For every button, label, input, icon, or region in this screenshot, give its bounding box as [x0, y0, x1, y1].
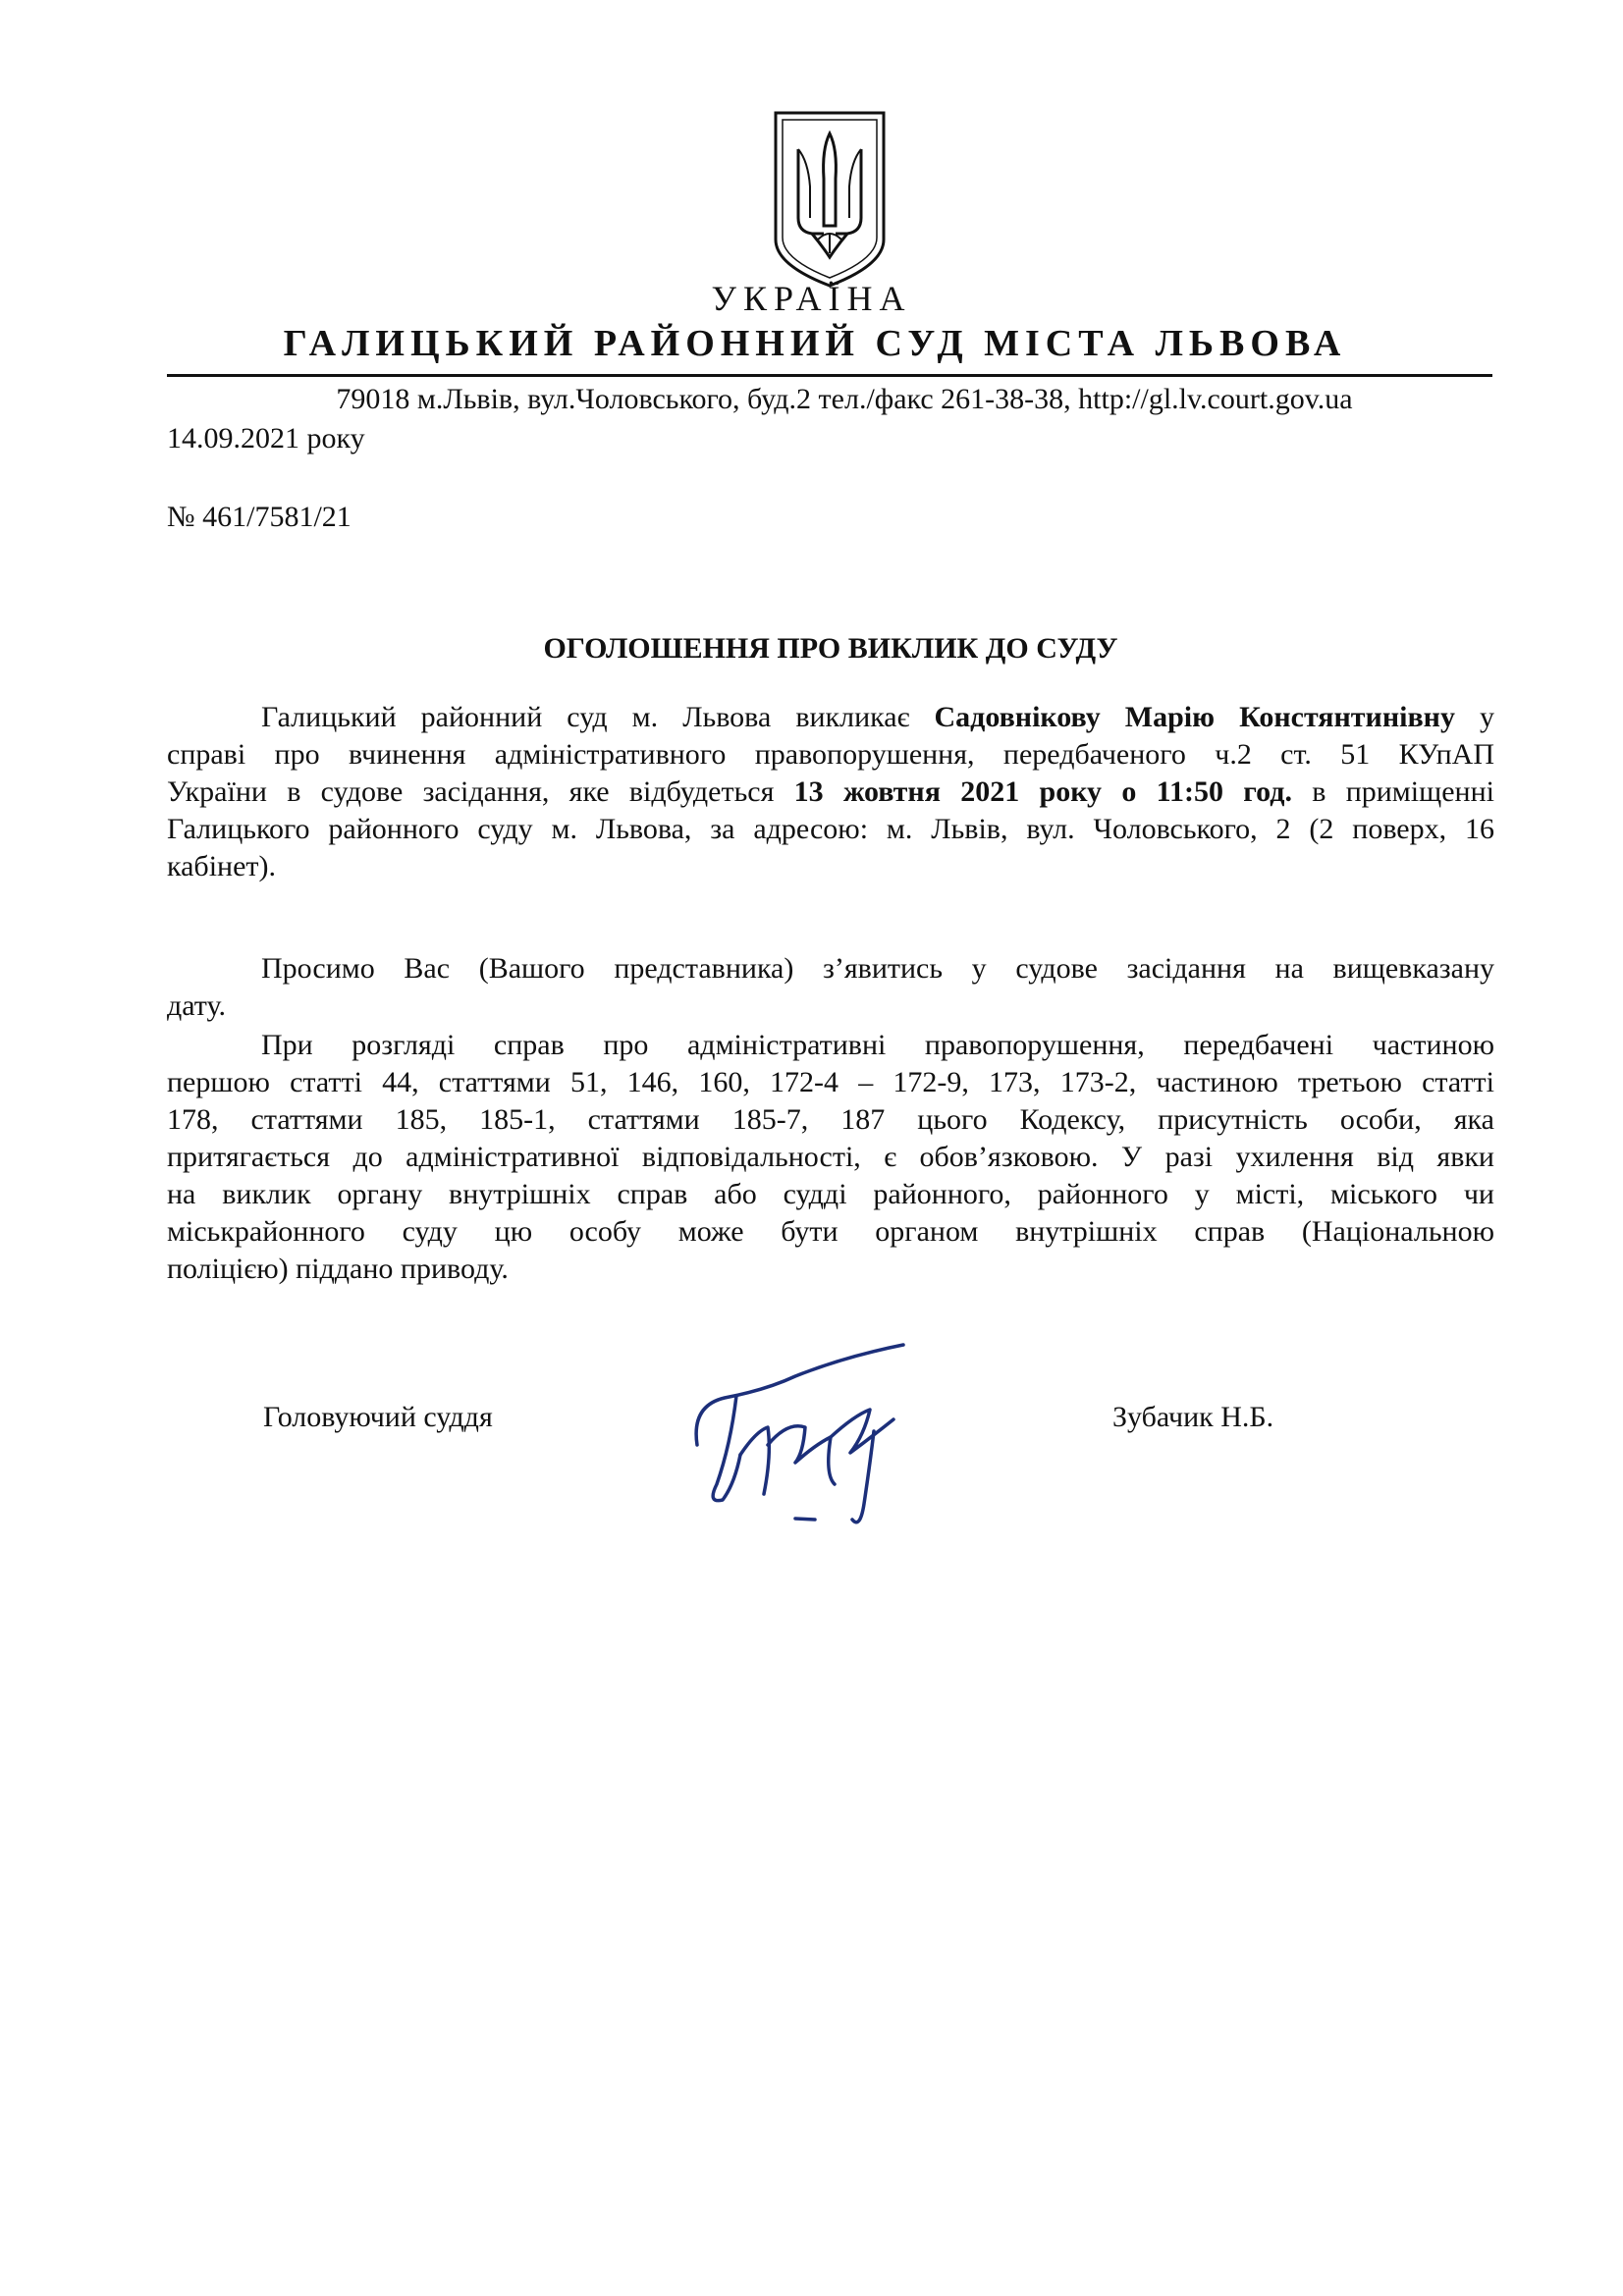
paragraph-summons [167, 699, 1494, 885]
paragraph-line: справі про вчинення адміністративного правопорушення, передбаченого ч.2 ст. 51 КУпАП [167, 738, 1494, 771]
paragraph-line: першою статті 44, статтями 51, 146, 160, 172-4 – 172-9, 173, 173-2, частиною третьою статті [167, 1066, 1494, 1098]
paragraph-line: поліцією) піддано приводу. [167, 1253, 509, 1285]
paragraph-line: 178, статтями 185, 185-1, статтями 185-7, 187 цього Кодексу, присутність особи, яка [167, 1103, 1494, 1136]
text-run: Галицький районний суд м. Львова викликає [261, 701, 935, 733]
court-name-heading: ГАЛИЦЬКИЙ РАЙОННИЙ СУД МІСТА ЛЬВОВА [283, 323, 1347, 364]
paragraph-line: Галицького районного суду м. Львова, за адресою: м. Львів, вул. Чоловського, 2 (2 поверх, 16 [167, 813, 1494, 845]
country-heading: УКРАЇНА [711, 279, 912, 318]
paragraph-line [167, 774, 1494, 811]
header-divider [167, 374, 1492, 377]
document-date: 14.09.2021 року [167, 422, 365, 454]
paragraph-line: При розгляді справ про адміністративні правопорушення, передбачені частиною [261, 1029, 1494, 1061]
paragraph-request [167, 950, 1494, 1025]
judge-name: Зубачик Н.Б. [1112, 1401, 1274, 1433]
paragraph-line: притягається до адміністративної відповідальності, є обов’язковою. У разі ухилення від явки [167, 1141, 1494, 1173]
handwritten-signature [677, 1337, 943, 1533]
paragraph-line [167, 699, 1494, 736]
paragraph-line: міськрайонного суду цю особу може бути органом внутрішніх справ (Національною [167, 1215, 1494, 1248]
case-number: № 461/7581/21 [167, 501, 352, 533]
text-run: в приміщенні [1291, 775, 1494, 808]
hearing-datetime: 13 жовтня 2021 року о 11:50 год. [793, 775, 1292, 808]
notice-title: ОГОЛОШЕННЯ ПРО ВИКЛИК ДО СУДУ [543, 632, 1118, 665]
paragraph-legal-basis [167, 1027, 1494, 1288]
paragraph-line: Просимо Вас (Вашого представника) з’явитись у судове засідання на вищевказану [261, 952, 1494, 985]
court-address: 79018 м.Львів, вул.Чоловського, буд.2 тел./факс 261-38-38, http://gl.lv.court.gov.ua [336, 383, 1353, 415]
paragraph-line: на виклик органу внутрішніх справ або судді районного, районного у місті, міського чи [167, 1178, 1494, 1210]
judge-role-label: Головуючий суддя [263, 1401, 493, 1433]
summoned-person-name: Садовнікову Марію Констянтинівну [934, 701, 1455, 733]
trident-coat-of-arms-icon [773, 110, 887, 289]
text-run: у [1454, 701, 1495, 733]
paragraph-line: дату. [167, 989, 227, 1022]
text-run: України в судове засідання, яке відбудеться [167, 775, 794, 808]
paragraph-line: кабінет). [167, 850, 277, 882]
